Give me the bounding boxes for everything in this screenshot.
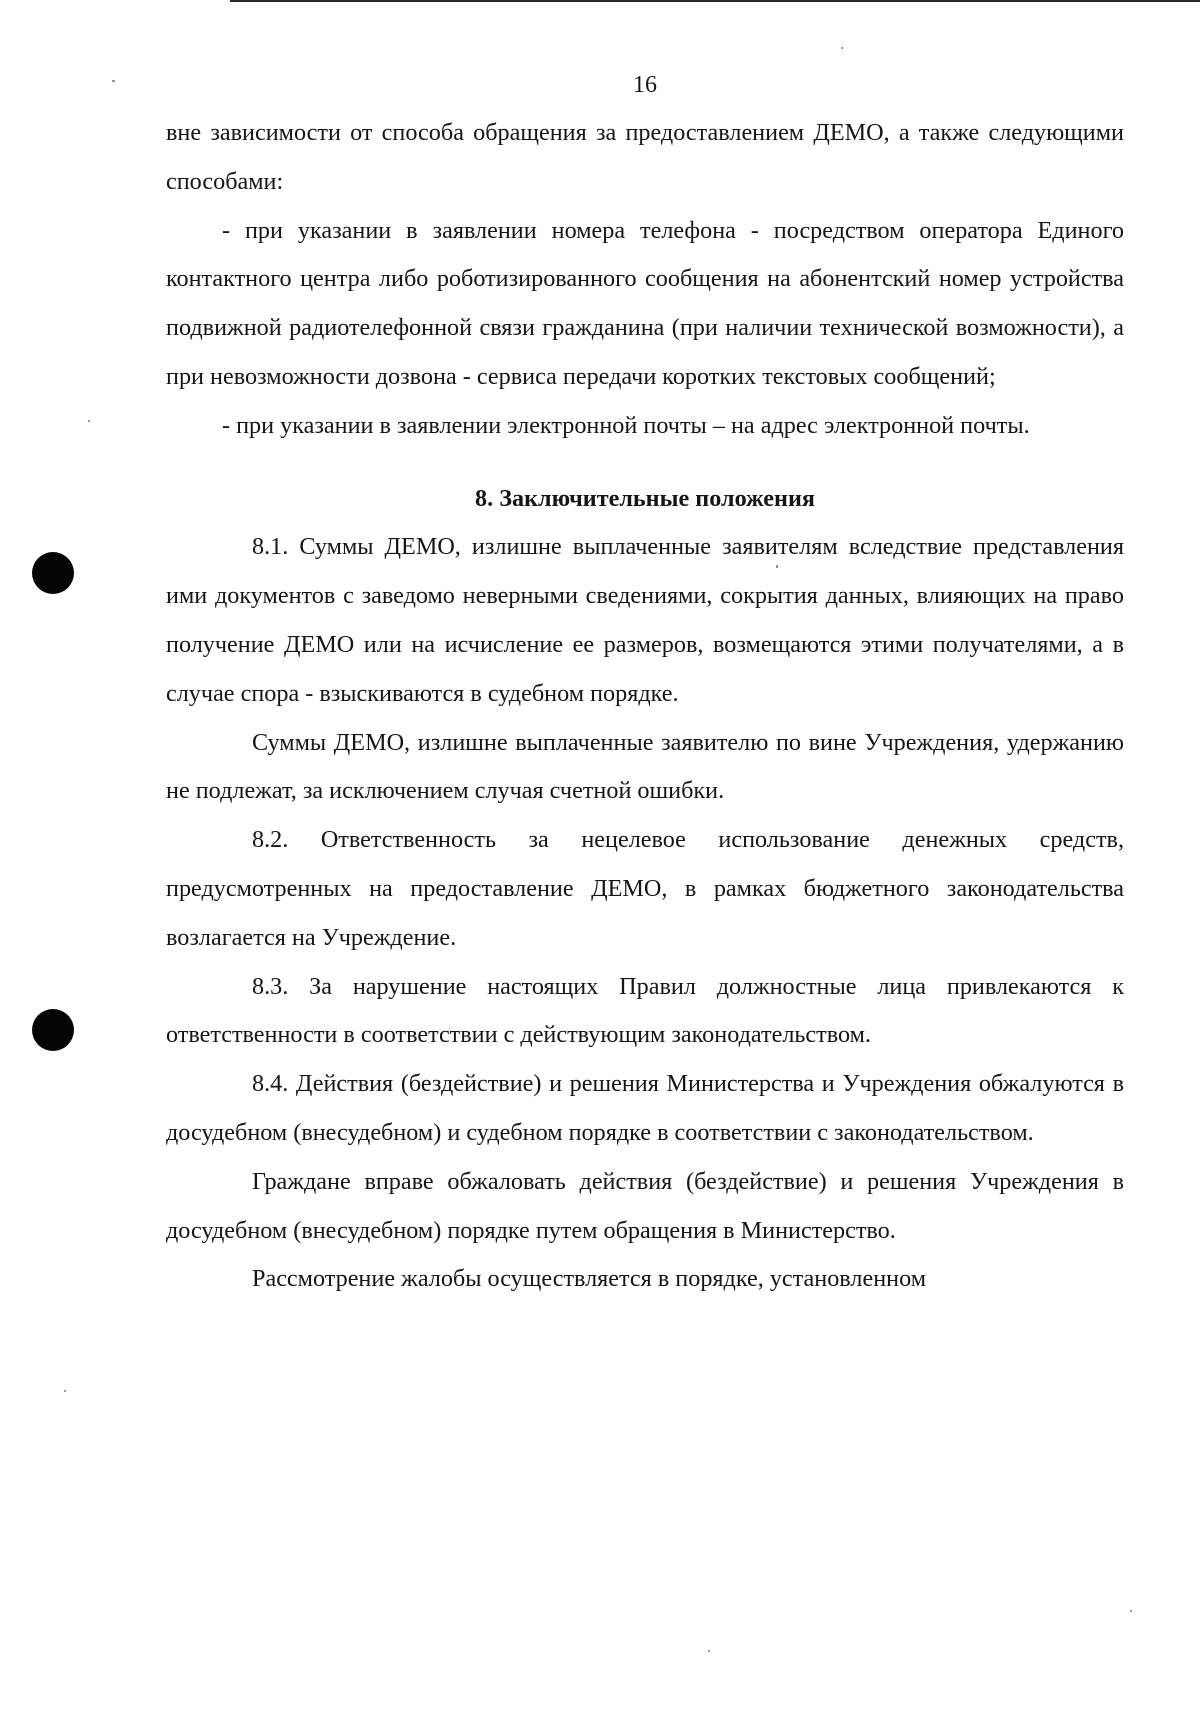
scan-speck (64, 1390, 66, 1392)
paragraph-8-3: 8.3. За нарушение настоящих Правил должностные лица привлекаются к ответственности в соответствии с действующим законодательством. (166, 972, 1124, 1049)
punch-hole (32, 552, 74, 594)
scan-speck (88, 420, 90, 422)
scan-speck (1130, 1610, 1132, 1612)
punch-hole (32, 1009, 74, 1051)
scan-speck (841, 47, 843, 49)
list-item-email: - при указании в заявлении электронной почты – на адрес электронной почты. (222, 411, 1030, 439)
section-heading: 8. Заключительные положения (475, 484, 815, 512)
scan-top-edge (230, 0, 1200, 2)
paragraph-8-4: 8.4. Действия (бездействие) и решения Министерства и Учреждения обжалуются в досудебном (внесудебном) и судебном порядке в соответствии с законодательством. (166, 1070, 1124, 1146)
paragraph-8-1: 8.1. Суммы ДЕМО, излишне выплаченные заявителям вследствие представления ими документов с заведомо неверными сведениями, сокрытия данных, влияющих на право получение ДЕМО или на исчисление ее размеров, возмещаются этими получателями, а в случае спора - взыскиваются в судебном порядке. (166, 533, 1124, 707)
document-body (166, 109, 1124, 1304)
scan-speck (708, 1650, 710, 1652)
list-item-phone: - при указании в заявлении номера телефона - посредством оператора Единого контактного центра либо роботизированного сообщения на абонентский номер устройства подвижной радиотелефонной связи гражданина (при наличии технической возможности), а при невозможности дозвона - сервиса передачи коротких текстовых сообщений; (166, 216, 1124, 390)
page-number: 16 (633, 72, 657, 98)
paragraph-8-1-overpayment: Суммы ДЕМО, излишне выплаченные заявителю по вине Учреждения, удержанию не подлежат, за исключением случая счетной ошибки. (166, 728, 1124, 805)
paragraph-citizens-appeal: Граждане вправе обжаловать действия (бездействие) и решения Учреждения в досудебном (внесудебном) порядке путем обращения в Министерство. (166, 1167, 1124, 1244)
paragraph-continuation: вне зависимости от способа обращения за предоставлением ДЕМО, а также следующими способами: (166, 119, 1124, 195)
paragraph-complaint-review: Рассмотрение жалобы осуществляется в порядке, установленном (252, 1265, 927, 1293)
paragraph-8-2: 8.2. Ответственность за нецелевое использование денежных средств, предусмотренных на предоставление ДЕМО, в рамках бюджетного законодательства возлагается на Учреждение. (166, 826, 1124, 951)
